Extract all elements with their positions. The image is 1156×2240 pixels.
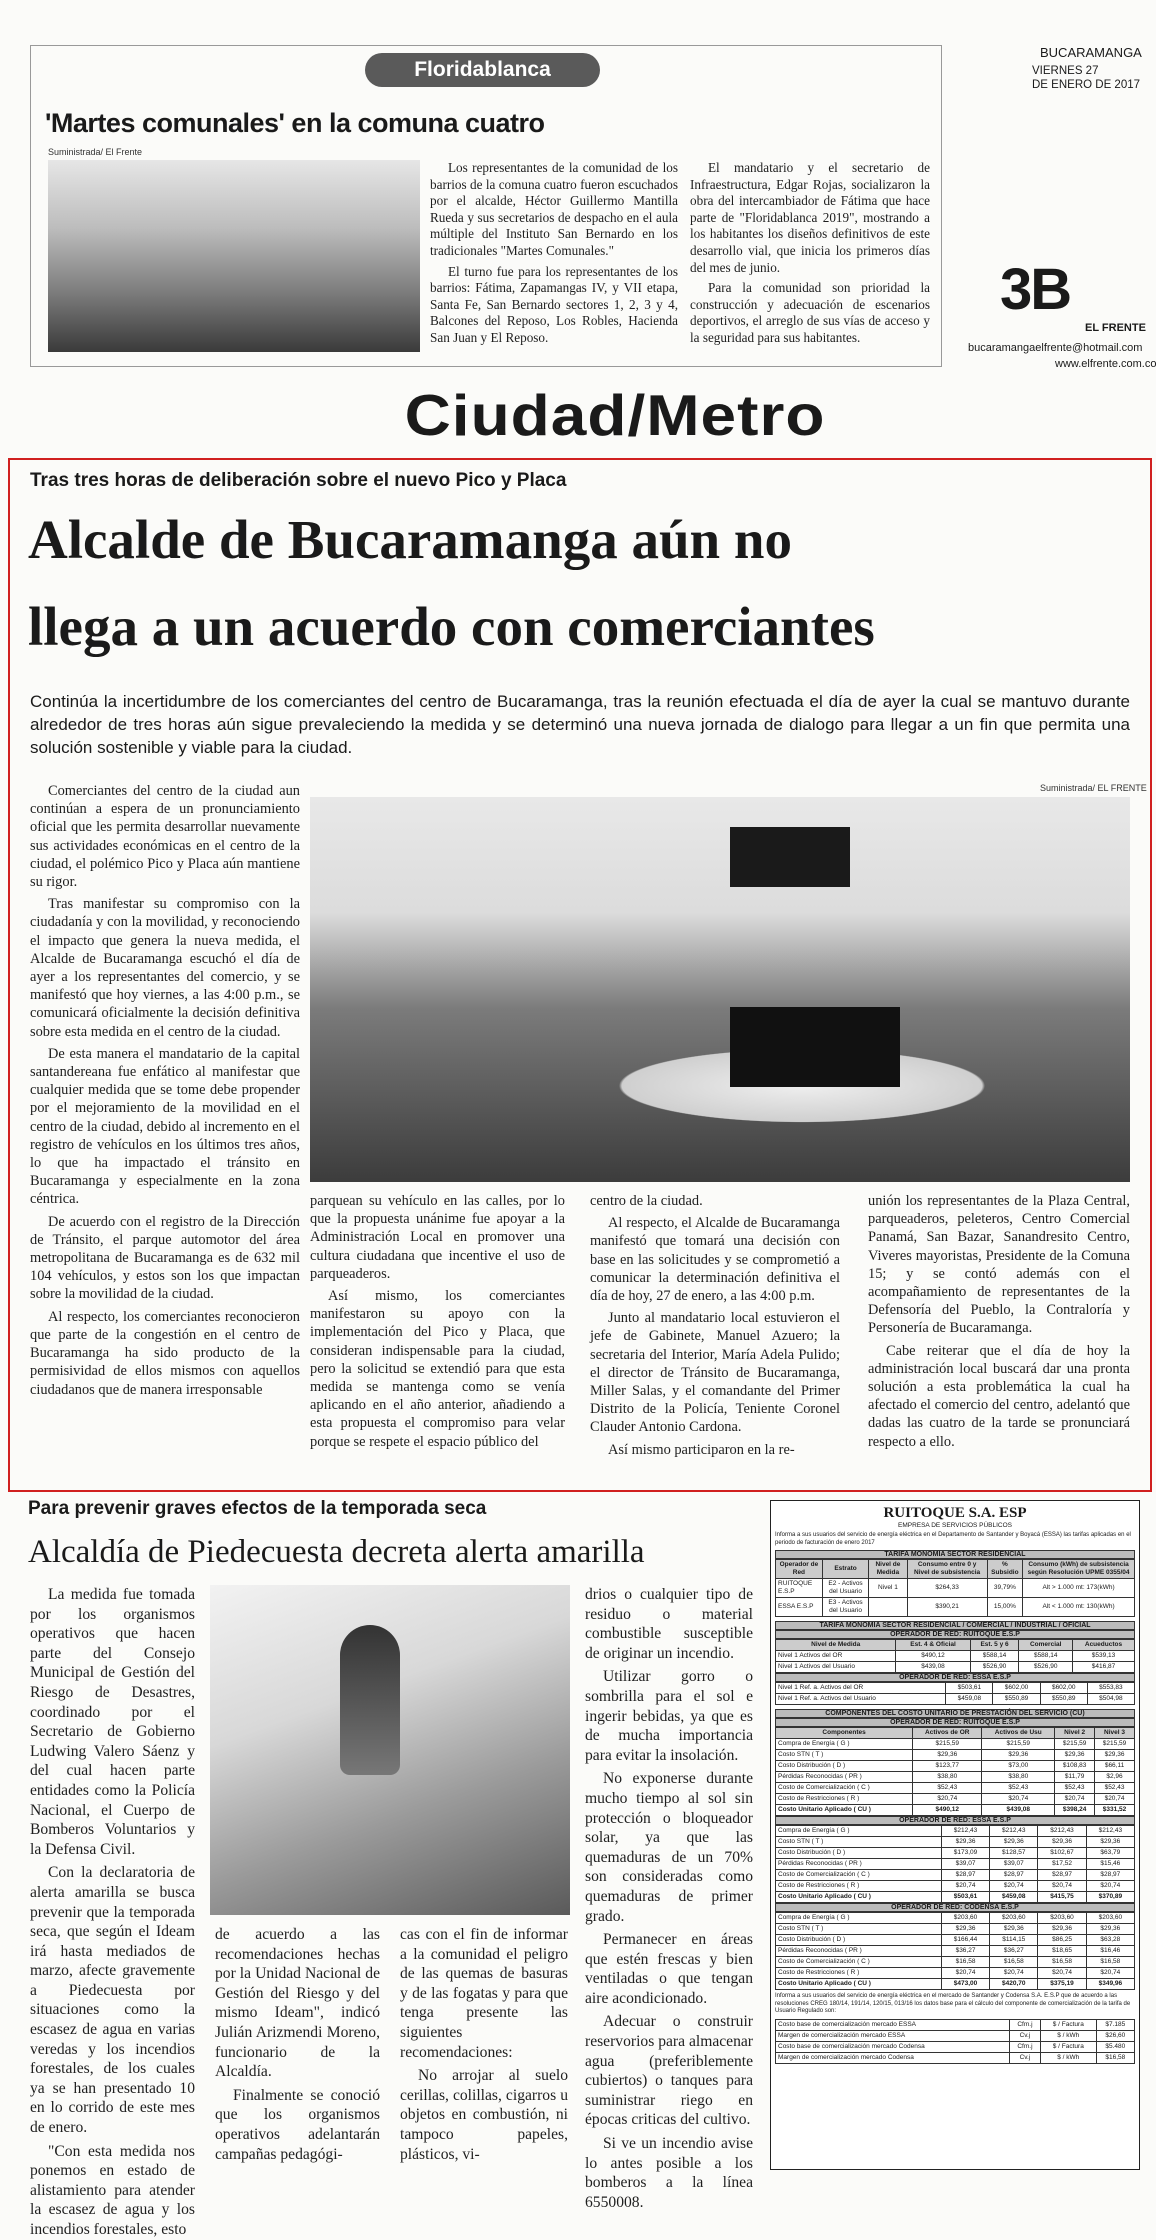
main-story-headline-line1: Alcalde de Bucaramanga aún no: [28, 509, 792, 570]
ad-table1: Operador de Red Estrato Nivel de Medida Consumo entre 0 y Nivel de subsistencia % Subsidio Consumo (kWh) de subsistencia según Resolución UPME 0355/04 RUITOQUE E.S.P E2 - Activos del Usuario Nivel 1 $264,33 39,79% Alt > 1.000 mt: 173(kWh) ESSA E.S.P E3 - Activos del Usuario $390,21 15,00% Alt < 1.000 mt: 130(kWh): [775, 1559, 1135, 1617]
main-story-photo: [310, 797, 1130, 1182]
main-story-col3: centro de la ciudad. Al respecto, el Alcalde de Bucaramanga manifestó que tomará una decisión con base en las solicitudes y se comprometió a comunicar la determinación definitiva el día de hoy, 27 de enero, a las 4:00 p.m. Junto al mandatario local estuvieron el jefe de Gabinete, Manuel Azuero; la secretaria del Interior, María Adela Pulido; el director de Tránsito de Bucaramanga, Miller Salas, y el comandante del Primer Distrito de la Policía, Teniente Coronel Clauder Antonio Cardona. Así mismo participaron en la re-: [590, 1193, 840, 1458]
ruitoque-ad: [770, 1500, 1140, 2170]
ad-table4-band: OPERADOR DE RED: RUITOQUE E.S.P: [775, 1718, 1135, 1727]
second-story-kicker: Para prevenir graves efectos de la temporada seca: [28, 1498, 487, 1519]
ad-table2: Nivel de Medida Est. 4 & Oficial Est. 5 y 6 Comercial Acueductos Nivel 1 Activos del OR $490,12 $588,14 $588,14 $539,13 Nivel 1 Activos del Usuario $439,08 $526,90 $526,90 $416,87: [775, 1639, 1135, 1673]
masthead-city: BUCARAMANGA: [1040, 45, 1142, 60]
main-photo-credit: Suministrada/ EL FRENTE: [1040, 783, 1147, 793]
second-story-headline: Alcaldía de Piedecuesta decreta alerta amarilla: [28, 1534, 645, 1570]
ad-table2-band: OPERADOR DE RED: RUITOQUE E.S.P: [775, 1630, 1135, 1639]
ad-table4: Componentes Activos de OR Activos de Usu Nivel 2 Nivel 3 Compra de Energía ( G ) $215,59 $215,59 $215,59 $215,59 Costo STN ( T ) $29,36 $29,36 $29,36 $29,36 Costo Distribución ( D ) $123,77 $73,00 $108,83 $66,11 Pérdidas Reconocidas ( PR ) $38,80 $38,80 $11,79 $2,96 Costo de Comercialización ( C ) $52,43 $52,43 $52,43 $52,43 Costo de Restricciones ( R ) $20,74 $20,74 $20,74 $20,74 Costo Unitario Aplicado ( CU ) $490,12 $439,08 $398,24 $331,52: [775, 1727, 1135, 1816]
masthead-email: bucaramangaelfrente@hotmail.com: [968, 342, 1143, 354]
main-story-kicker: Tras tres horas de deliberación sobre el nuevo Pico y Placa: [30, 470, 567, 491]
second-story-col4: drios o cualquier tipo de residuo o material combustible susceptible de originar un incendio. Utilizar gorro o sombrilla para el sol e ingerir bebidas, ya que es de mucha importancia para evitar la insolación. No exponerse durante mucho tiempo al sol sin protección o bloqueador solar, ya que las quemaduras de un 70% son consideradas como quemaduras de primer grado. Permanecer en áreas que estén frescas y bien ventiladas o que tengan aire acondicionado. Adecuar o construir reservorios para almacenar agua (preferiblemente cubiertos) o tanques para suministrar riego en épocas criticas del cultivo. Si ve un incendio avise lo antes posible a los bomberos a la línea 6550008.: [585, 1586, 753, 2211]
ad-table6-band: OPERADOR DE RED: CODENSA E.S.P: [775, 1903, 1135, 1912]
ad-table1-title: TARIFA MONOMIA SECTOR RESIDENCIAL: [775, 1550, 1135, 1559]
second-story-col2: de acuerdo a las recomendaciones hechas por la Unidad Nacional de Gestión del Riesgo y del mismo Ideam", indicó Julián Arizmendi Moreno, funcionario de la Alcaldía. Finalmente se conoció que los organismos operativos adelantarán campañas pedagógi-: [215, 1926, 380, 2163]
ad-table6: Compra de Energía ( G ) $203,60 $203,60 $203,60 $203,60 Costo STN ( T ) $29,36 $29,36 $29,36 $29,36 Costo Distribución ( D ) $166,44 $114,15 $86,25 $63,28 Pérdidas Reconocidas ( PR ) $36,27 $36,27 $18,65 $16,46 Costo de Comercialización ( C ) $16,58 $16,58 $16,58 $16,58 Costo de Restricciones ( R ) $20,74 $20,74 $20,74 $20,74 Costo Unitario Aplicado ( CU ) $473,00 $420,70 $375,19 $349,96: [775, 1912, 1135, 1990]
top-story-photo: [48, 160, 420, 352]
section-tab: Floridablanca: [365, 53, 600, 87]
main-story-lead: Continúa la incertidumbre de los comerciantes del centro de Bucaramanga, tras la reunión efectuada el día de ayer la cual se mantuvo durante alrededor de tres horas aún sigue prevaleciendo la medida y se determinó una nueva jornada de dialogo para llegar a un fin que permita una solución sostenible y viable para la ciudad.: [30, 692, 1130, 757]
ad-table4-title: COMPONENTES DEL COSTO UNITARIO DE PRESTACIÓN DEL SERVICIO (CU): [775, 1709, 1135, 1718]
ad-table3-band: OPERADOR DE RED: ESSA E.S.P: [775, 1673, 1135, 1682]
ad-table2-title: TARIFA MONOMIA SECTOR RESIDENCIAL / COMERCIAL / INDUSTRIAL / OFICIAL: [775, 1621, 1135, 1630]
main-story-headline-line2: llega a un acuerdo con comerciantes: [28, 596, 875, 657]
ad-footer-text: Informa a sus usuarios del servicio de energía eléctrica en el mercado de Santander y Codensa S.A. E.S.P que de acuerdo a las resoluciones CREG 180/14, 191/14, 120/15, 013/16 los datos base para el cálculo del componente de comercialización de la tarifa de Usuario Regulado son:: [775, 1993, 1131, 2014]
masthead-paper: EL FRENTE: [1085, 322, 1146, 334]
masthead-web: www.elfrente.com.co: [1055, 358, 1156, 370]
ad-table5: Compra de Energía ( G ) $212,43 $212,43 $212,43 $212,43 Costo STN ( T ) $29,36 $29,36 $29,36 $29,36 Costo Distribución ( D ) $173,09 $128,57 $102,67 $63,79 Pérdidas Reconocidas ( PR ) $39,07 $39,07 $17,52 $15,46 Costo de Comercialización ( C ) $28,97 $28,97 $28,97 $28,97 Costo de Restricciones ( R ) $20,74 $20,74 $20,74 $20,74 Costo Unitario Aplicado ( CU ) $503,61 $459,08 $415,75 $370,89: [775, 1825, 1135, 1903]
ad-company-name: RUITOQUE S.A. ESP: [883, 1505, 1027, 1521]
second-story-col1: La medida fue tomada por los organismos operativos que hacen parte del Consejo Municipal de Gestión del Riesgo de Desastres, coordinado por el Secretario de Gobierno Ludwing Valero Sáenz y del cual hacen parte entidades como la Policía Nacional, el Cuerpo de Bomberos Voluntarios y la Defensa Civil. Con la declaratoria de alerta amarilla se busca prevenir que la temporada seca, que según el Ideam irá hasta mediados de marzo, afecte gravemente a Piedecuesta por situaciones como la escasez de agua en varias veredas y los incendios forestales, de los cuales ya se han presentado 10 en lo corrido de este mes de enero. "Con esta medida nos ponemos en estado de alistamiento para atender la escasez de agua y los incendios forestales, esto: [30, 1586, 195, 2238]
main-story-col2: parquean su vehículo en las calles, por lo que la propuesta unánime fue apoyar a la Administración Local en promover una cultura ciudadana que incentive el uso de parqueaderos. Así mismo, los comerciantes manifestaron su apoyo con la implementación del Pico y Placa, que consideran indispensable para la ciudad, pero la solicitud se extendió para que esta medida se mantenga como se venía aplicando en el año anterior, añadiendo a esta propuesta el compromiso para velar porque se respete el espacio público del: [310, 1193, 565, 1450]
top-photo-credit: Suministrada/ El Frente: [48, 147, 143, 157]
top-story-col2: El mandatario y el secretario de Infraestructura, Edgar Rojas, socializaron la obra del intercambiador de Fátima que hace parte de "Floridablanca 2019", mostrando a los habitantes los diseños definitivos de este desarrollo vial, que inicia los primeros días del mes de junio. Para la comunidad son prioridad la construcción y adecuación de escenarios deportivos, el arreglo de sus vías de acceso y la seguridad para sus habitantes.: [690, 160, 930, 345]
main-story-col1: Comerciantes del centro de la ciudad aun continúan a espera de un pronunciamiento oficial que les permita desarrollar nuevamente sus actividades económicas en el centro de la ciudad, el polémico Pico y Placa aún mantiene su rigor. Tras manifestar su compromiso con la ciudadanía y con la movilidad, y reconociendo el impacto que genera la nueva medida, el Alcalde de Bucaramanga escuchó el día de ayer a los representantes del comercio, y se manifestó que hoy viernes, a las 4:00 p.m., se comunicará oficialmente la decisión definitiva sobre esta medida en el centro de la ciudad. De esta manera el mandatario de la capital santandereana fue enfático al manifestar que cualquier medida que se tome debe propender por el mejoramiento de la movilidad en el centro de la ciudad, debido al incremento en el registro de vehículos en los últimos tres años, lo que ha impactado el tránsito en Bucaramanga y especialmente en la zona céntrica. De acuerdo con el registro de la Dirección de Tránsito, el parque automotor del área metropolitana de Bucaramanga es de 632 mil 104 vehículos, y estos son los que impactan sobre la movilidad de la ciudad. Al respecto, los comerciantes reconocieron que parte de la congestión en el centro de Bucaramanga ha sido producto de la permisividad de ellos mismos con aquellos ciudadanos que de manera irresponsable: [30, 783, 300, 1398]
top-story-col1: Los representantes de la comunidad de los barrios de la comuna cuatro fueron escuchados por el alcalde, Héctor Guillermo Mantilla Rueda y sus secretarios de despacho en el aula múltiple del Instituto San Bernardo en los tradicionales "Martes Comunales." El turno fue para los representantes de los barrios: Fátima, Zapamangas IV, y VII etapa, Santa Fe, San Bernardo sectores 1, 2, 3 y 4, Balcones del Reposo, Los Robles, Hacienda San Juan y El Reposo.: [430, 160, 678, 345]
masthead-date: VIERNES 27 DE ENERO DE 2017: [1032, 65, 1141, 91]
ad-subtitle: EMPRESA DE SERVICIOS PÚBLICOS: [897, 1522, 1013, 1529]
top-story-headline: 'Martes comunales' en la comuna cuatro: [45, 108, 545, 138]
ad-table3: Nivel 1 Ref. a. Activos del OR $503,61 $602,00 $602,00 $553,83 Nivel 1 Ref. a. Activos del Usuario $459,08 $550,89 $550,89 $504,98: [775, 1682, 1135, 1705]
ad-table5-band: OPERADOR DE RED: ESSA E.S.P: [775, 1816, 1135, 1825]
second-story-col3: cas con el fin de informar a la comunidad el peligro de las quemas de basuras y de las fogatas y para que tenga presente las siguientes recomendaciones: No arrojar al suelo cerillas, colillas, cigarros u objetos en combustión, ni tampoco papeles, plásticos, vi-: [400, 1926, 568, 2163]
ad-intro: Informa a sus usuarios del servicio de energía eléctrica en el Departamento de Santander y Boyacá (ESSA) las tarifas aplicadas en el periodo de facturación de enero 2017: [775, 1532, 1131, 1546]
main-story-col4: unión los representantes de la Plaza Central, parqueaderos, peleteros, Centro Comercial Panamá, San Bazar, Sanandresito Centro, Viveres mayoristas, Presidente de la Comuna 15; y se contó además con el acompañamiento de representantes de la Defensoría del Pueblo, la Contraloría y Personería de Bucaramanga. Cabe reiterar que el día de hoy la administración local buscará dar una pronta solución a esta problemática la cual ha afectado el comercio del centro, adelantó que dadas las cuatro de la tarde se pronunciará respecto a ello.: [868, 1193, 1130, 1450]
page-number: 3B: [1000, 257, 1071, 322]
second-story-photo: [210, 1585, 570, 1915]
ad-table7: Costo base de comercialización mercado ESSA Cfm.j $ / Factura $7.185 Margen de comercialización mercado ESSA Cv.j $ / kWh $26,60 Costo base de comercialización mercado Codensa Cfm.j $ / Factura $5.480 Margen de comercialización mercado Codensa Cv.j $ / kWh $16,58: [775, 2019, 1135, 2064]
section-title: Ciudad/Metro: [404, 382, 826, 448]
